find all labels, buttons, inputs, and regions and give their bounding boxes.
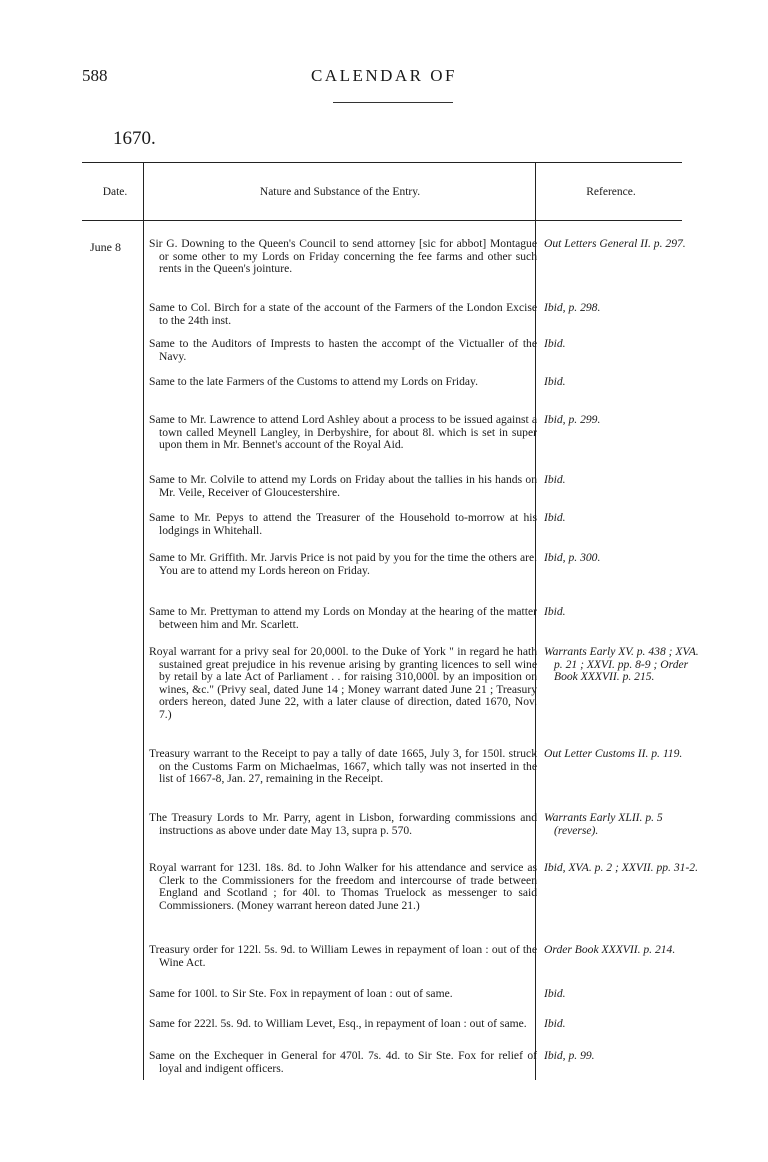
- entry-reference: Ibid, p. 299.: [544, 413, 601, 426]
- year-heading: 1670.: [113, 128, 156, 149]
- entry-text: Same to Mr. Lawrence to attend Lord Ashley about a process to be issued against a town called Meynell Langley, in Derbyshire, for about 8l. which is set in super upon them in Mr. Bennet's account of the Royal Aid.: [149, 413, 537, 452]
- entry-text: Same on the Exchequer in General for 470l. 7s. 4d. to Sir Ste. Fox for relief of loyal and indigent officers.: [149, 1049, 537, 1075]
- entry-reference: Order Book XXXVII. p. 214.: [544, 943, 676, 956]
- entry-reference: Ibid.: [544, 605, 566, 618]
- running-head: CALENDAR OF: [310, 66, 458, 85]
- entry-reference: Out Letter Customs II. p. 119.: [544, 747, 683, 760]
- entry-reference: Ibid.: [544, 473, 566, 486]
- entry-text: Same for 222l. 5s. 9d. to William Levet, Esq., in repayment of loan : out of same.: [149, 1017, 527, 1030]
- entry-reference: Warrants Early XV. p. 438 ; XVA. p. 21 ; XXVI. pp. 8-9 ; Order Book XXXVII. p. 215.: [544, 645, 699, 684]
- entry-text: Treasury order for 122l. 5s. 9d. to William Lewes in repayment of loan : out of the Wine Act.: [149, 943, 537, 969]
- column-header-date: Date.: [102, 186, 128, 198]
- header-bottom-rule: [82, 220, 682, 221]
- entry-text: Royal warrant for 123l. 18s. 8d. to John Walker for his attendance and service as Clerk to the Commissioners for the freedom and intercourse of trade between England and Scotland ; for 40l. to Thomas Truelock as messenger to said Commissioners. (Money warrant hereon dated June 21.): [149, 861, 537, 912]
- entry-reference: Ibid, p. 298.: [544, 301, 601, 314]
- entry-text: The Treasury Lords to Mr. Parry, agent in Lisbon, forwarding commissions and instructions as above under date May 13, supra p. 570.: [149, 811, 537, 837]
- entry-reference: Out Letters General II. p. 297.: [544, 237, 686, 250]
- table-top-rule: [82, 162, 682, 163]
- entry-reference: Ibid.: [544, 511, 566, 524]
- entry-text: Same for 100l. to Sir Ste. Fox in repayment of loan : out of same.: [149, 987, 453, 1000]
- head-rule: [333, 102, 453, 103]
- entry-reference: Ibid, XVA. p. 2 ; XXVII. pp. 31-2.: [544, 861, 699, 874]
- entry-reference: Ibid, p. 300.: [544, 551, 601, 564]
- entry-text: Same to Mr. Griffith. Mr. Jarvis Price is not paid by you for the time the others are. You are to attend my Lords hereon on Friday.: [149, 551, 537, 577]
- entry-text: Same to Mr. Colvile to attend my Lords on Friday about the tallies in his hands on Mr. Veile, Receiver of Gloucestershire.: [149, 473, 537, 499]
- date-column-divider: [143, 162, 144, 1080]
- entry-reference: Ibid.: [544, 375, 566, 388]
- entry-reference: Ibid, p. 99.: [544, 1049, 595, 1062]
- column-header-nature: Nature and Substance of the Entry.: [259, 186, 421, 198]
- entry-reference: Warrants Early XLII. p. 5 (reverse).: [544, 811, 663, 837]
- entry-text: Treasury warrant to the Receipt to pay a tally of date 1665, July 3, for 150l. struck on the Customs Farm on Michaelmas, 1667, which tally was not inserted in the list of 1667-8, Jan. 27, remaining in the Receipt.: [149, 747, 537, 786]
- entry-reference: Ibid.: [544, 337, 566, 350]
- entry-reference: Ibid.: [544, 987, 566, 1000]
- column-header-reference: Reference.: [586, 186, 636, 198]
- entry-text: Same to Col. Birch for a state of the account of the Farmers of the London Excise to the 24th inst.: [149, 301, 537, 327]
- entry-text: Sir G. Downing to the Queen's Council to send attorney [sic for abbot] Montague or some other to my Lords on Friday concerning the fee farms and other such rents in the Queen's jointure.: [149, 237, 537, 276]
- entry-text: Same to the late Farmers of the Customs to attend my Lords on Friday.: [149, 375, 478, 388]
- entry-text: Same to the Auditors of Imprests to hasten the accompt of the Victualler of the Navy.: [149, 337, 537, 363]
- page-number: 588: [82, 66, 108, 85]
- entry-reference: Ibid.: [544, 1017, 566, 1030]
- entry-text: Same to Mr. Pepys to attend the Treasurer of the Household to-morrow at his lodgings in Whitehall.: [149, 511, 537, 537]
- date-cell: June 8: [90, 240, 121, 254]
- entry-text: Royal warrant for a privy seal for 20,000l. to the Duke of York " in regard he hath sustained great prejudice in his revenue arising by granting licences to sell wine by retail by a late Act of Parliament . . for raising 310,000l. by an imposition on wines, &c." (Privy seal, dated June 14 ; Money warrant dated June 21 ; Treasury orders hereon, dated June 22, with a later clause of direction, dated 1670, Nov. 7.): [149, 645, 537, 721]
- entry-text: Same to Mr. Prettyman to attend my Lords on Monday at the hearing of the matter between him and Mr. Scarlett.: [149, 605, 537, 631]
